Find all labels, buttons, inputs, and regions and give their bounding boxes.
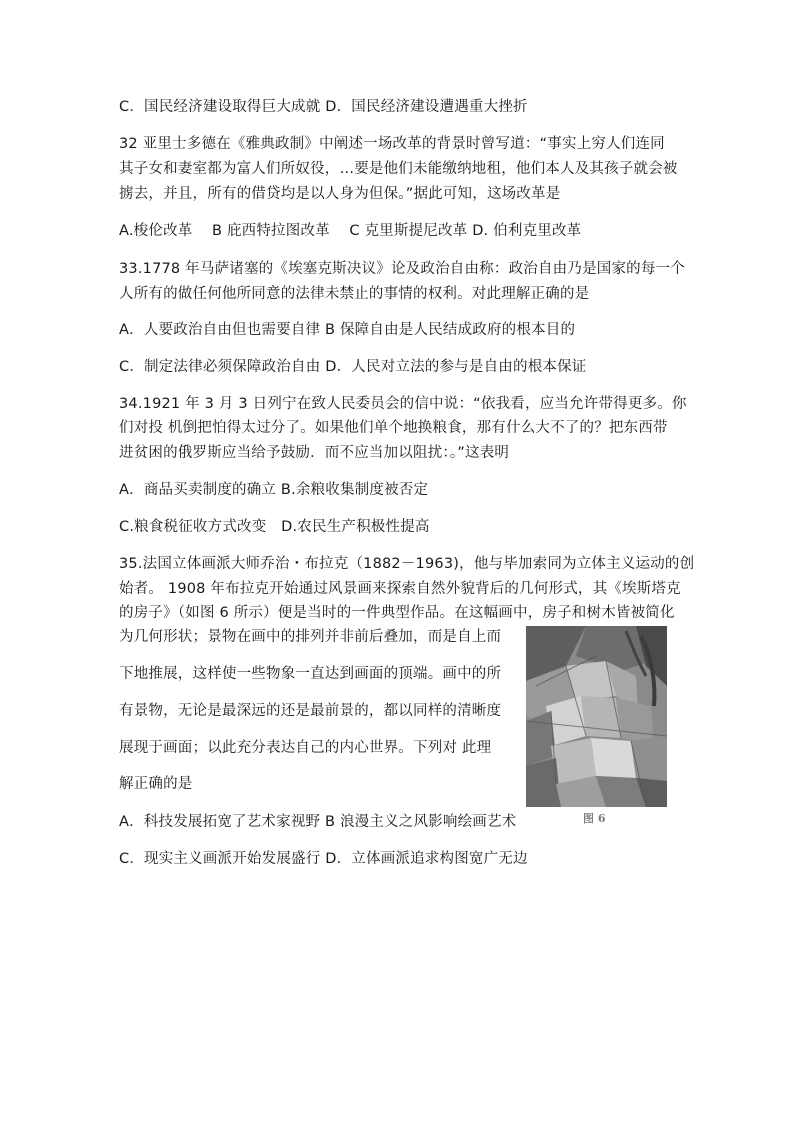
q32-stem-line-3: 掳去，并且，所有的借贷均是以人身为但保。”据此可知，这场改革是 bbox=[119, 186, 561, 202]
q31-options-cd: C．国民经济建设取得巨大成就 D．国民经济建设遭遇重大挫折 bbox=[119, 99, 528, 115]
q33-options-cd: C．制定法律必须保障政治自由 D．人民对立法的参与是自由的根本保证 bbox=[119, 359, 587, 375]
q34-options-ab: A．商品买卖制度的确立 B.余粮收集制度被否定 bbox=[119, 482, 429, 498]
q35-stem-line-1: 35.法国立体画派大师乔治・布拉克（1882－1963)，他与毕加索同为立体主义运动的创 bbox=[119, 556, 695, 572]
q34-stem-line-1: 34.1921 年 3 月 3 日列宁在致人民委员会的信中说：“依我看，应当允许带得更多。你 bbox=[119, 396, 687, 412]
q35-stem-line-5: 下地推展，这样使一些物象一直达到画面的顶端。画中的所 bbox=[119, 666, 502, 682]
q34-options-cd: C.粮食税征收方式改变 D.农民生产积极性提高 bbox=[119, 519, 430, 535]
q35-stem-line-2: 始者。 1908 年布拉克开始通过风景画来探索自然外貌背后的几何形式，其《埃斯塔克 bbox=[119, 581, 681, 597]
q32-options: A.梭伦改革 B 庇西特拉图改革 C 克里斯提尼改革 D. 伯利克里改革 bbox=[119, 223, 582, 239]
q35-stem-line-7: 展现于画面；以此充分表达自己的内心世界。下列对 此理 bbox=[119, 740, 492, 756]
q35-options-ab: A．科技发展拓宽了艺术家视野 B 浪漫主义之风影响绘画艺术 bbox=[119, 814, 517, 830]
q35-stem-line-8: 解正确的是 bbox=[119, 776, 193, 792]
q32-stem-line-2: 其子女和妻室都为富人们所奴役，…要是他们未能缴纳地租，他们本人及其孩子就会被 bbox=[119, 161, 678, 177]
q35-stem-line-3: 的房子》（如图 6 所示）便是当时的一件典型作品。在这幅画中，房子和树木皆被简化 bbox=[119, 605, 675, 621]
figure-caption: 图 6 bbox=[583, 812, 606, 825]
q33-stem-line-2: 人所有的做任何他所同意的法律未禁止的事情的权利。对此理解正确的是 bbox=[119, 286, 590, 302]
q33-stem-line-1: 33.1778 年马萨诸塞的《埃塞克斯决议》论及政治自由称：政治自由乃是国家的每一个 bbox=[119, 261, 685, 277]
q32-stem-line-1: 32 亚里士多德在《雅典政制》中阐述一场改革的背景时曾写道：“事实上穷人们连同 bbox=[119, 136, 665, 152]
q35-options-cd: C．现实主义画派开始发展盛行 D．立体画派追求构图宽广无边 bbox=[119, 851, 528, 867]
q33-options-ab: A．人要政治自由但也需要自律 B 保障自由是人民结成政府的根本目的 bbox=[119, 322, 576, 338]
q34-stem-line-3: 进贫困的俄罗斯应当给予鼓励．而不应当加以阻扰：。”这表明 bbox=[119, 445, 510, 461]
q35-stem-line-6: 有景物，无论是最深远的还是最前景的，都以同样的清晰度 bbox=[119, 703, 502, 719]
q35-stem-line-4: 为几何形状；景物在画中的排列并非前后叠加，而是自上而 bbox=[119, 629, 502, 645]
braque-houses-at-estaque-painting bbox=[526, 626, 667, 807]
q34-stem-line-2: 们对投 机倒把怕得太过分了。如果他们单个地换粮食，那有什么大不了的？把东西带 bbox=[119, 420, 668, 436]
